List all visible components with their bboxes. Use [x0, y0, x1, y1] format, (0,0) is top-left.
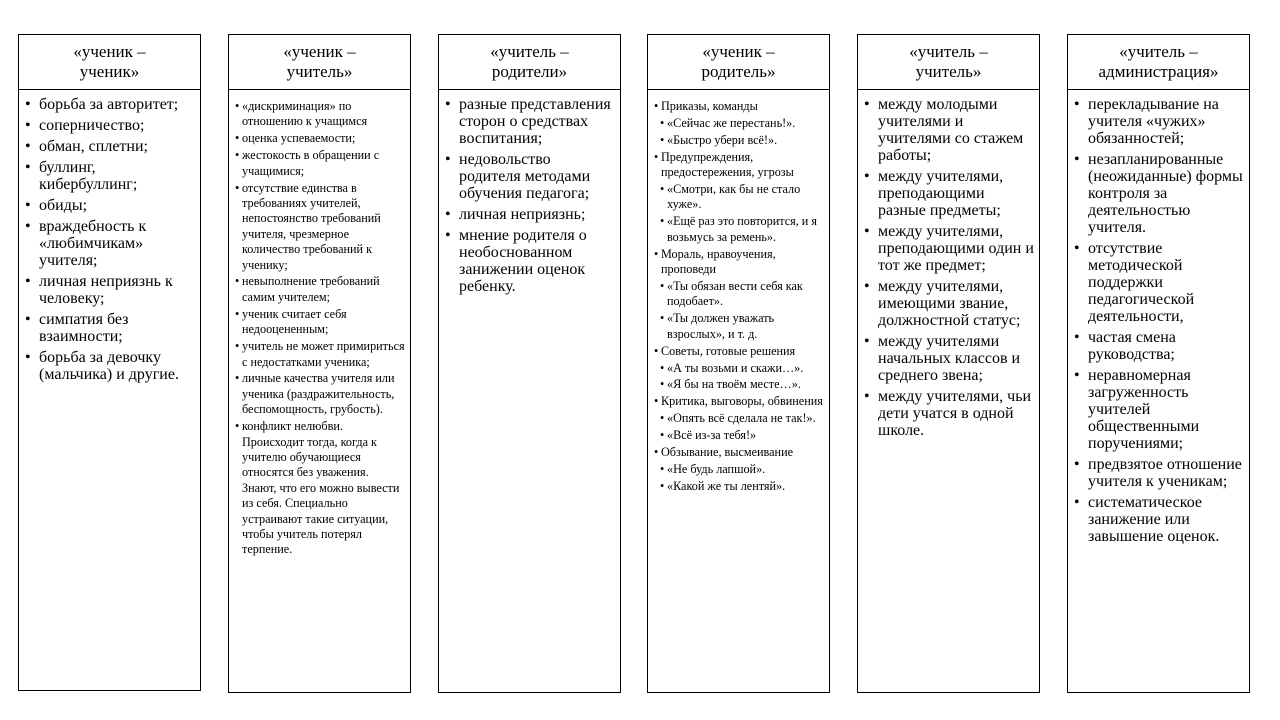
column-header	[18, 34, 201, 90]
list-item: • между учителями, преподающими один и тот же предмет;	[864, 223, 1035, 274]
conflict-list	[864, 96, 1035, 439]
list-item: • жестокость в обращении с учащимися;	[235, 148, 406, 179]
list-item: • «Быстро убери всё!».	[654, 133, 825, 148]
list-item: • между молодыми учителями и учителями со стажем работы;	[864, 96, 1035, 164]
list-item: • симпатия без взаимности;	[25, 311, 196, 345]
list-item: • личная неприязнь;	[445, 206, 616, 223]
column-title-line2: родители»	[491, 62, 568, 81]
list-item: • Предупреждения, предостережения, угрозы	[654, 150, 825, 181]
list-item: • предвзятое отношение учителя к ученикам;	[1074, 456, 1245, 490]
column-teacher-parents	[438, 34, 621, 693]
list-item: • ученик считает себя недооцененным;	[235, 307, 406, 338]
conflict-list	[235, 99, 406, 558]
list-item: • Мораль, нравоучения, проповеди	[654, 247, 825, 278]
column-title-line2: учитель»	[286, 62, 353, 81]
conflict-list	[654, 99, 825, 494]
list-item: • личные качества учителя или ученика (раздражительность, беспомощность, грубость).	[235, 371, 406, 417]
list-item: • неравномерная загруженность учителей общественными поручениями;	[1074, 367, 1245, 452]
list-item: • «Ещё раз это повторится, и я возьмусь за ремень».	[654, 214, 825, 245]
list-item: • перекладывание на учителя «чужих» обязанностей;	[1074, 96, 1245, 147]
column-title-line2: родитель»	[701, 62, 776, 81]
list-item: • «Ты должен уважать взрослых», и т. д.	[654, 311, 825, 342]
column-title-line2: администрация»	[1098, 62, 1219, 81]
list-item: • оценка успеваемости;	[235, 131, 406, 146]
list-item: • «Смотри, как бы не стало хуже».	[654, 182, 825, 213]
conflict-list	[445, 96, 616, 295]
column-title-line1: «учитель –	[909, 42, 988, 61]
list-item: • между учителями начальных классов и среднего звена;	[864, 333, 1035, 384]
list-item: • «Какой же ты лентяй».	[654, 479, 825, 494]
list-item: • недовольство родителя методами обучения педагога;	[445, 151, 616, 202]
column-title-line1: «ученик –	[283, 42, 356, 61]
list-item: • между учителями, преподающими разные предметы;	[864, 168, 1035, 219]
list-item: • Приказы, команды	[654, 99, 825, 114]
column-title-line2: ученик»	[79, 62, 140, 81]
list-item: • борьба за девочку (мальчика) и другие.	[25, 349, 196, 383]
list-item: • враждебность к «любимчикам» учителя;	[25, 218, 196, 269]
column-body	[228, 90, 411, 693]
list-item: • «Я бы на твоём месте…».	[654, 377, 825, 392]
column-teacher-administration	[1067, 34, 1250, 693]
list-item: • частая смена руководства;	[1074, 329, 1245, 363]
column-header	[647, 34, 830, 90]
list-item: • буллинг, кибербуллинг;	[25, 159, 196, 193]
column-title-line1: «учитель –	[490, 42, 569, 61]
list-item: • разные представления сторон о средствах воспитания;	[445, 96, 616, 147]
list-item: • Советы, готовые решения	[654, 344, 825, 359]
list-item: • невыполнение требований самим учителем;	[235, 274, 406, 305]
list-item: • «Всё из-за тебя!»	[654, 428, 825, 443]
list-item: • «Не будь лапшой».	[654, 462, 825, 477]
list-item: • личная неприязнь к человеку;	[25, 273, 196, 307]
list-item: • систематическое занижение или завышение оценок.	[1074, 494, 1245, 545]
list-item: • борьба за авторитет;	[25, 96, 196, 113]
column-title-line1: «ученик –	[702, 42, 775, 61]
column-body	[857, 90, 1040, 693]
list-item: • Обзывание, высмеивание	[654, 445, 825, 460]
column-title-line2: учитель»	[915, 62, 982, 81]
conflict-list	[25, 96, 196, 383]
column-body	[18, 90, 201, 691]
list-item: • конфликт нелюбви. Происходит тогда, когда к учителю обучающиеся относятся без уважения. Знают, что его можно вывести из себя. Специально устраивают такие ситуации, чтобы учитель потерял терпение.	[235, 419, 406, 558]
list-item: • обиды;	[25, 197, 196, 214]
column-student-parent	[647, 34, 830, 693]
list-item: • «А ты возьми и скажи…».	[654, 361, 825, 376]
column-title-line1: «ученик –	[73, 42, 146, 61]
list-item: • Критика, выговоры, обвинения	[654, 394, 825, 409]
column-teacher-teacher	[857, 34, 1040, 693]
list-item: • между учителями, имеющими звание, должностной статус;	[864, 278, 1035, 329]
list-item: • отсутствие методической поддержки педагогической деятельности,	[1074, 240, 1245, 325]
list-item: • обман, сплетни;	[25, 138, 196, 155]
column-header	[857, 34, 1040, 90]
column-header	[438, 34, 621, 90]
column-title-line1: «учитель –	[1119, 42, 1198, 61]
column-student-teacher	[228, 34, 411, 693]
column-student-student	[18, 34, 201, 691]
column-header	[1067, 34, 1250, 90]
column-body	[647, 90, 830, 693]
list-item: • отсутствие единства в требованиях учителей, непостоянство требований учителя, чрезмерное количество требований к ученику;	[235, 181, 406, 273]
list-item: • незапланированные (неожиданные) формы контроля за деятельностью учителя.	[1074, 151, 1245, 236]
list-item: • между учителями, чьи дети учатся в одной школе.	[864, 388, 1035, 439]
list-item: • соперничество;	[25, 117, 196, 134]
list-item: • «Ты обязан вести себя как подобает».	[654, 279, 825, 310]
list-item: • «дискриминация» по отношению к учащимся	[235, 99, 406, 130]
list-item: • мнение родителя о необоснованном занижении оценок ребенку.	[445, 227, 616, 295]
list-item: • учитель не может примириться с недостатками ученика;	[235, 339, 406, 370]
column-header	[228, 34, 411, 90]
column-body	[1067, 90, 1250, 693]
list-item: • «Опять всё сделала не так!».	[654, 411, 825, 426]
column-body	[438, 90, 621, 693]
list-item: • «Сейчас же перестань!».	[654, 116, 825, 131]
conflict-list	[1074, 96, 1245, 545]
